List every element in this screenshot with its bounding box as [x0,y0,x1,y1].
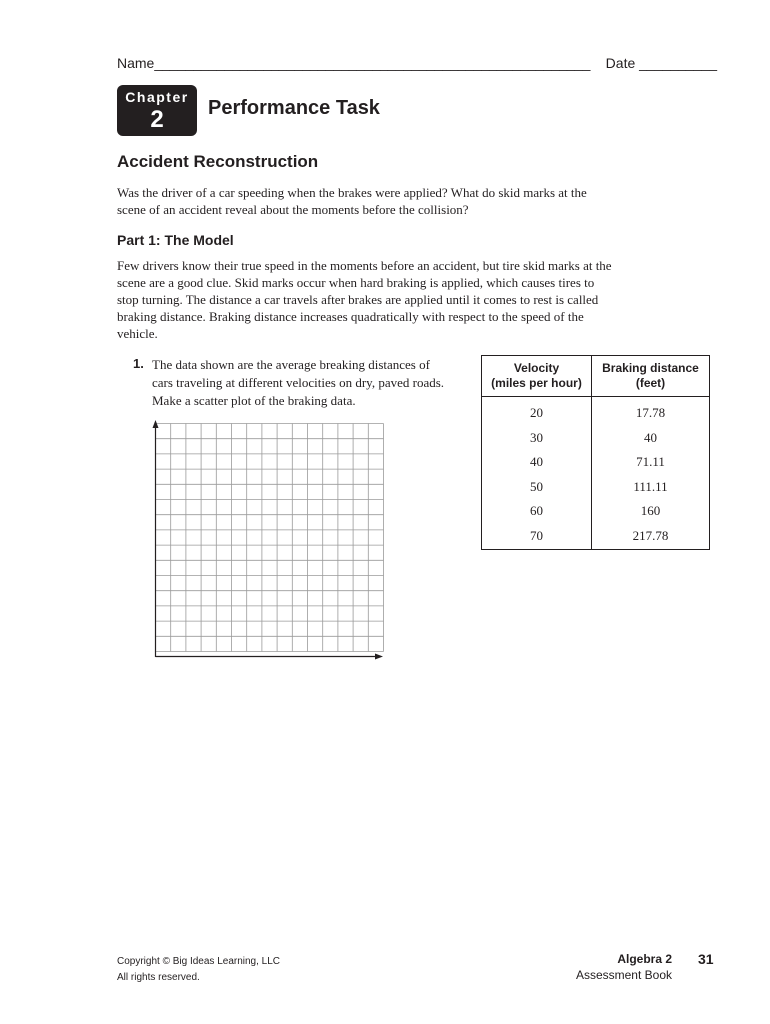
table-row [482,524,710,550]
y-axis-arrow [153,420,159,428]
footer-copyright [117,954,280,986]
braking-data-table [481,355,710,550]
part-title: Part 1: The Model [117,232,234,248]
table-row [482,426,710,451]
table-row [482,397,710,426]
velocity-cell: 20 [482,397,592,426]
rights-text: All rights reserved. [117,972,200,983]
table-row [482,450,710,475]
distance-cell: 17.78 [592,397,710,426]
header-unit: (feet) [635,376,666,390]
velocity-cell: 70 [482,524,592,550]
x-axis-arrow [375,654,383,660]
velocity-cell: 30 [482,426,592,451]
chapter-number: 2 [150,106,164,133]
header-line [117,55,717,75]
distance-cell: 40 [592,426,710,451]
book-subtitle: Assessment Book [575,968,672,982]
blank-graph-grid[interactable] [150,418,386,662]
part-paragraph: Few drivers know their true speed in the moments before an accident, but tire skid marks at the scene are a good clue. Skid marks occur when hard braking is applied, which causes tires to stop turning. The distance a car travels after brakes are applied until it comes to rest is called braking distance. Braking distance increases quadratically with respect to the speed of the vehicle. [117,258,612,341]
table-row [482,499,710,524]
name-field[interactable]: Name________________________________________________________ [117,55,591,71]
chapter-badge [117,85,197,136]
question-text: The data shown are the average breaking distances of cars traveling at different velocities on dry, paved roads. Make a scatter plot of the braking data. [152,357,445,408]
table-row [482,475,710,500]
copyright-text: Copyright © Big Ideas Learning, LLC [117,956,281,967]
page-number: 31 [698,951,714,967]
header-unit: (miles per hour) [491,376,582,390]
velocity-header [482,356,592,397]
footer-book [576,951,672,983]
book-title: Algebra 2 [617,952,672,966]
intro-paragraph: Was the driver of a car speeding when the brakes were applied? What do skid marks at the scene of an accident reveal about the moments before the collision? [117,185,587,217]
velocity-cell: 60 [482,499,592,524]
distance-cell: 217.78 [592,524,710,550]
distance-header [592,356,710,397]
chapter-label: Chapter [125,89,189,105]
velocity-cell: 40 [482,450,592,475]
distance-cell: 160 [592,499,710,524]
page-title: Performance Task [208,97,380,119]
distance-cell: 111.11 [592,475,710,500]
section-title: Accident Reconstruction [117,152,319,171]
velocity-cell: 50 [482,475,592,500]
distance-cell: 71.11 [592,450,710,475]
question-number: 1. [133,356,144,371]
table-header-row [482,356,710,397]
header-label: Velocity [513,361,560,375]
header-label: Braking distance [602,361,699,375]
date-field[interactable]: Date __________ [605,55,717,71]
